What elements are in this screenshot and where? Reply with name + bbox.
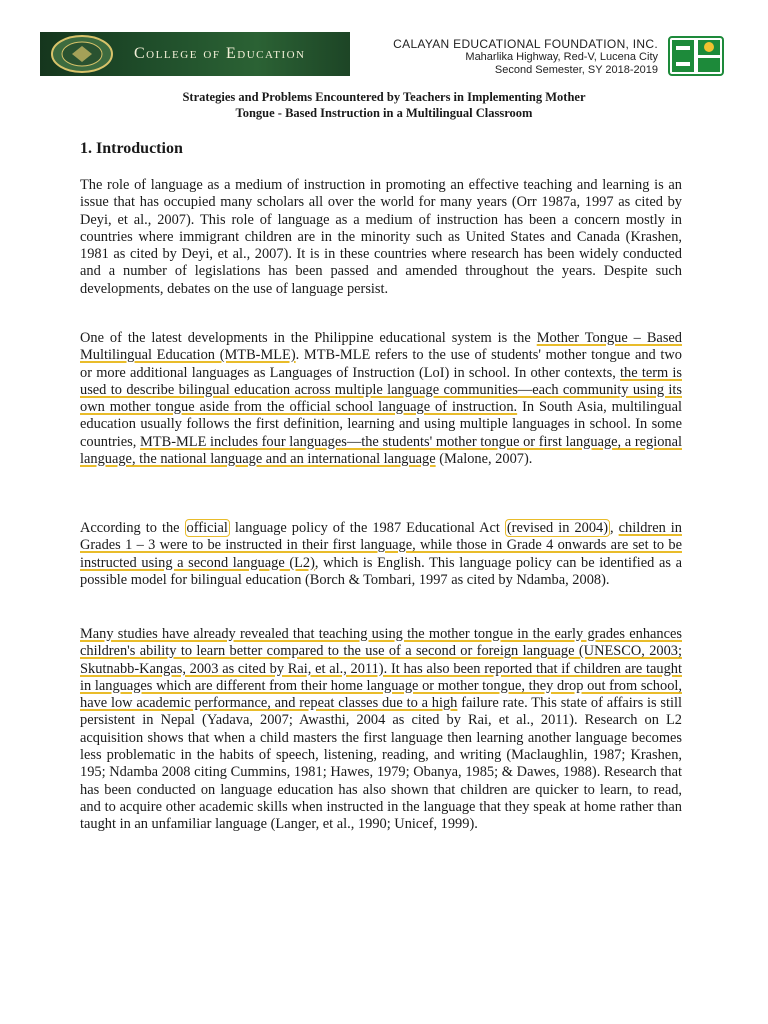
paragraph-3: According to the official language policy of the 1987 Educational Act (revised in 2004) , children in Grades 1 – 3 were to be instructed in their first language, while those in Grade 4 onwards are set to be instructed using a second language (L2), which is English. This language policy can be identified as a possible model for bilingual education (Borch & Tombari, 1997 as cited by Ndamba, 2008). <box>80 520 682 588</box>
institution-address: Maharlika Highway, Red-V, Lucena City <box>465 51 658 63</box>
banner-title: College of Education <box>134 45 306 62</box>
college-banner <box>40 32 350 76</box>
institution-name: CALAYAN EDUCATIONAL FOUNDATION, INC. <box>393 37 658 51</box>
cef-logo-icon <box>668 36 724 76</box>
institution-block <box>393 38 658 77</box>
highlight-four-languages: MTB-MLE includes four languages—the students' mother tongue or first language, a regional language, the national language and an international language <box>80 433 682 468</box>
highlight-bilingual-definition: the term is used to describe bilingual education across multiple language communities—each community using its own mother tongue aside from the official school language of instruction. <box>80 364 682 416</box>
section-heading: 1. Introduction <box>80 140 183 157</box>
document-title-line1: Strategies and Problems Encountered by Teachers in Implementing Mother <box>182 90 586 104</box>
paragraph-4: Many studies have already revealed that teaching using the mother tongue in the early grades enhances children's ability to learn better compared to the use of a second or foreign language (UNESCO, 2003; Skutnabb-Kangas, 2003 as cited by Rai, et al., 2011). It has also been reported that if children are taught in languages which are different from their home language or mother tongue, they drop out from school, have low academic performance, and repeat classes due to a high failure rate. This state of affairs is still persistent in Nepal (Yadava, 2007; Awasthi, 2004 as cited by Rai, et al., 2011). Research on L2 acquisition shows that when a child masters the first language then learning another language becomes less problematic in the habits of speech, listening, reading, and writing (Maclaughlin, 1987; Krashen, 195; Ndamba 2008 citing Cummins, 1981; Hawes, 1979; Obanya, 1985; & Dawes, 1988). Research that has been conducted on language education has also shown that children are quicker to learn, to read, and to acquire other academic skills when instructed in the language that they speak at home rather than taught in an unfamiliar language (Langer, et al., 1990; Unicef, 1999). <box>80 626 683 833</box>
college-seal-icon <box>50 34 114 74</box>
document-title-line2: Tongue - Based Instruction in a Multilingual Classroom <box>235 106 533 120</box>
highlight-mtb-mle: Mother Tongue – Based Multilingual Education (MTB-MLE) <box>80 330 683 364</box>
paragraph-1: The role of language as a medium of instruction in promoting an effective teaching and learning is an issue that has occupied many scholars all over the world for many years (Orr 1987a, 1997 as cited by Deyi, et al., 2007). This role of language as a medium of instruction has been a concern mostly in countries where immigrant children are in the minority such as United States and Canada (Krashen, 1981 as cited by Deyi, et al., 2007). It is in these countries where research has been widely conducted and a number of legislations has been passed and amended throughout the years. Despite such developments, debates on the use of language persist. <box>80 177 682 297</box>
highlight-mother-tongue-studies: Many studies have already revealed that teaching using the mother tongue in the early grades enhances children's ability to learn better compared to the use of a second or foreign language (UNESCO, 2003; Skutnabb-Kangas, 2003 as cited by Rai, et al., 2011). It has also been reported that if children are taught in languages which are different from their home language or mother tongue, they drop out from school, have low academic performance, and repeat classes due to a high <box>80 626 682 712</box>
highlight-grades-policy: children in Grades 1 – 3 were to be instructed in their first language, while those in Grade 4 onwards are set to be instructed using a second language (L2) <box>80 520 682 571</box>
paragraph-2: One of the latest developments in the Philippine educational system is the Mother Tongue – Based Multilingual Education (MTB-MLE). MTB-MLE refers to the use of students' mother tongue and two or more additional languages as Languages of Instruction (LoI) in school. In other contexts, the term is used to describe bilingual education across multiple language communities—each community using its own mother tongue aside from the official school language of instruction. In South Asia, multilingual education usually follows the first definition, learning and using multiple languages in school. In some countries, MTB-MLE includes four languages—the students' mother tongue or first language, a regional language, the national language and an international language (Malone, 2007). <box>80 330 683 468</box>
boxed-revised-2004: (revised in 2004) <box>506 520 609 536</box>
semester-label: Second Semester, SY 2018-2019 <box>494 64 658 76</box>
boxed-official: official <box>186 520 228 536</box>
